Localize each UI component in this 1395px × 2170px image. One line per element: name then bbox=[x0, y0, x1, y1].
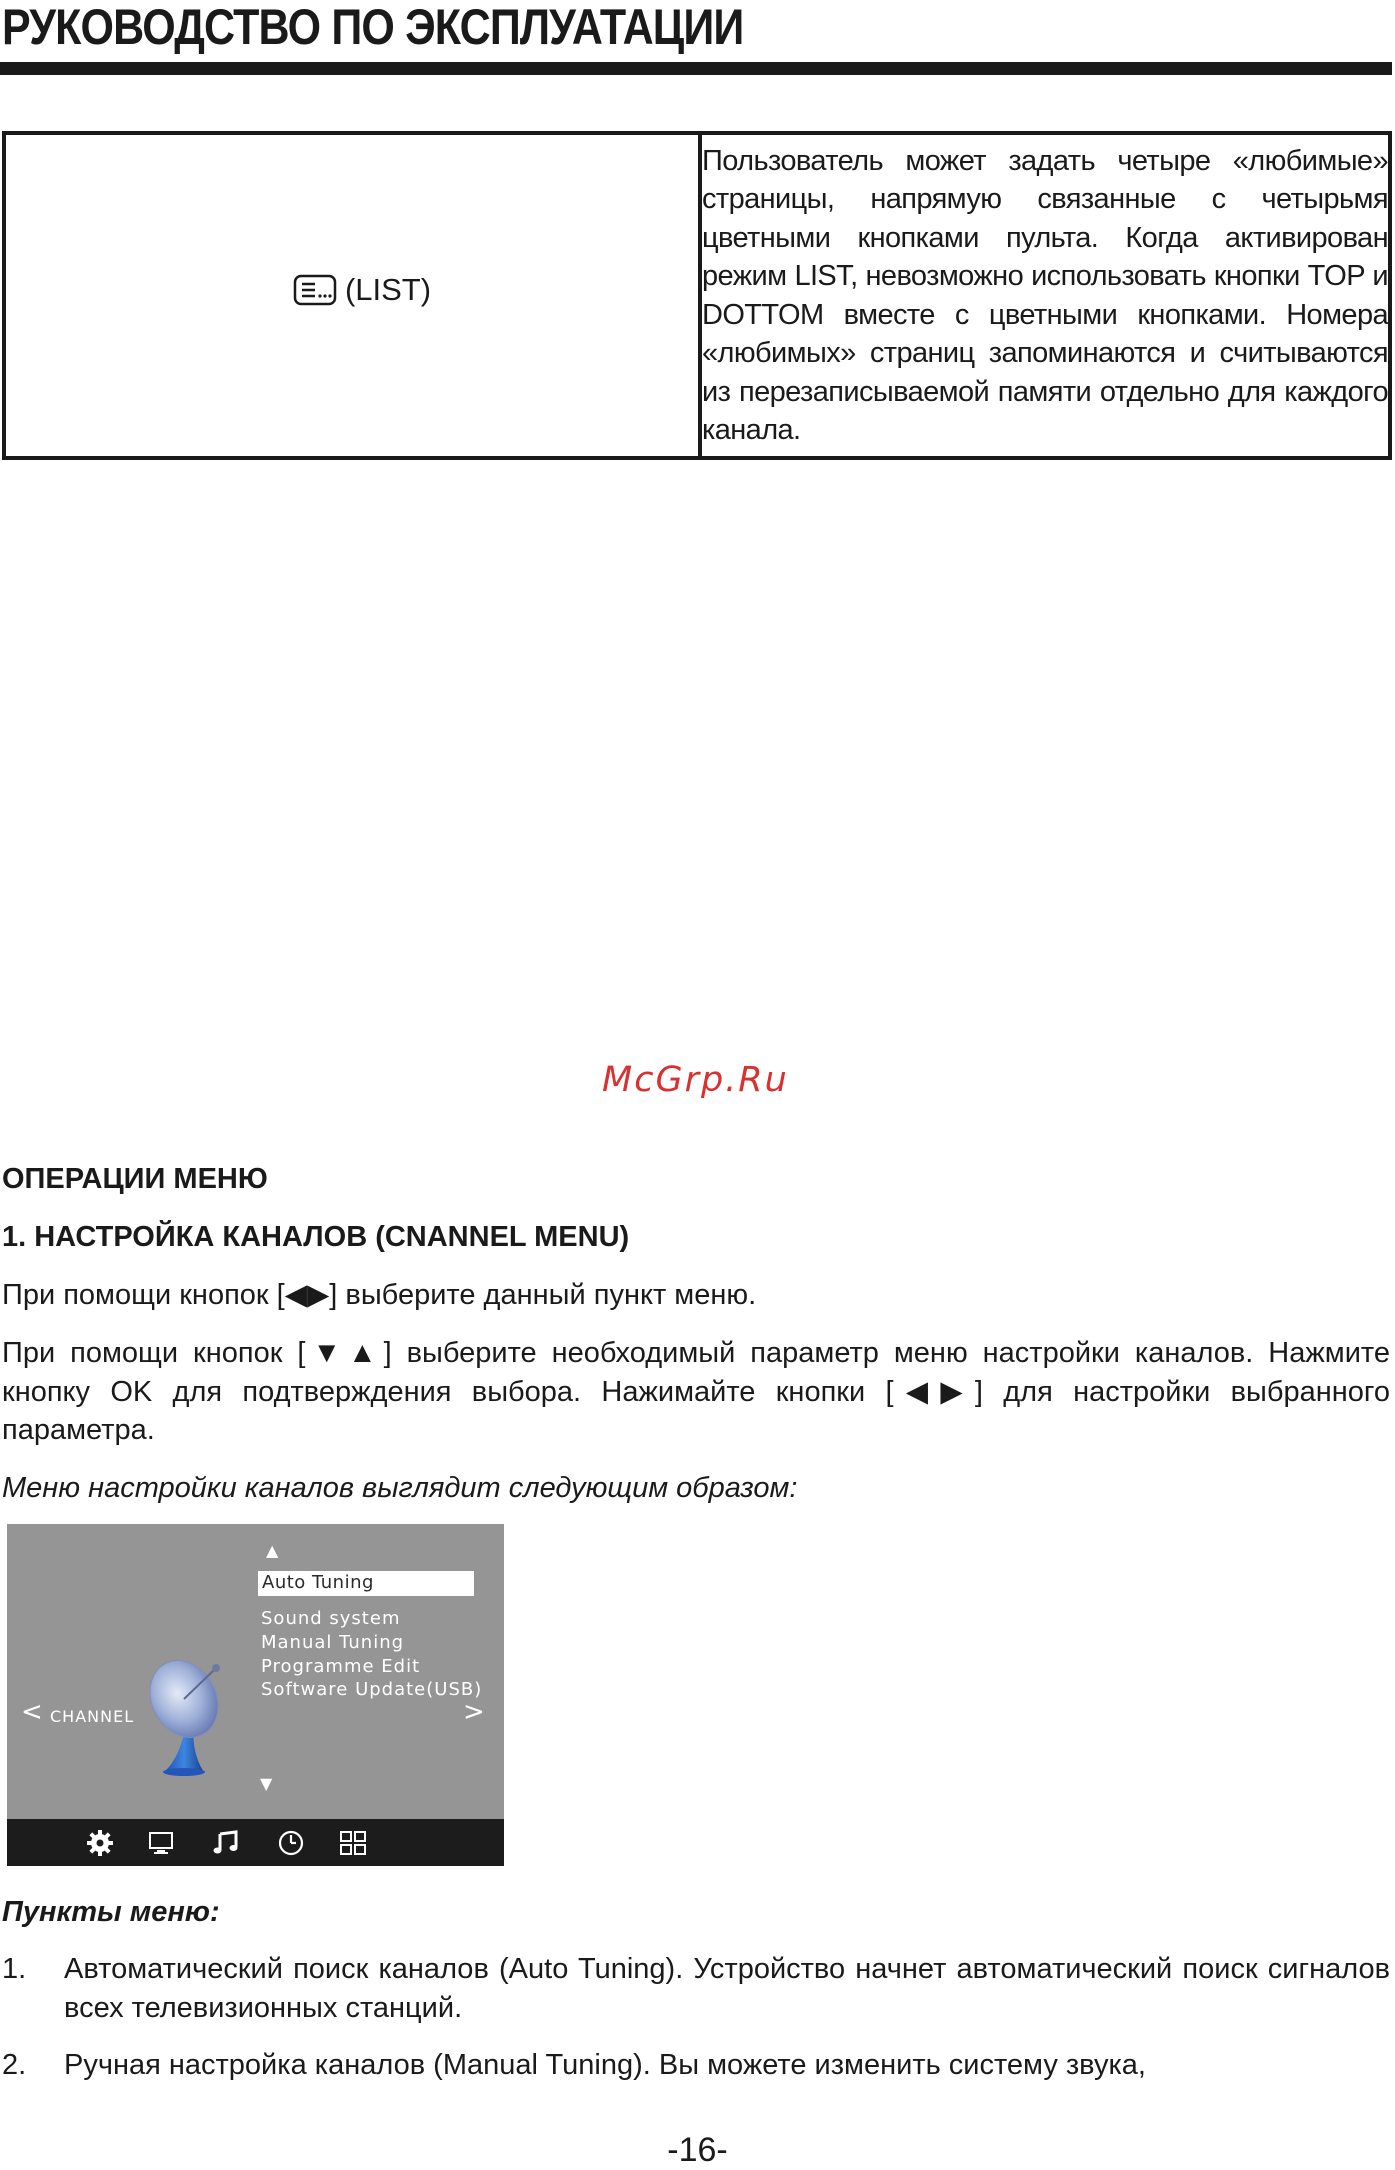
clock-icon bbox=[277, 1829, 305, 1857]
gear-icon bbox=[86, 1829, 114, 1857]
list-item bbox=[2, 1950, 1390, 2027]
menu-item-auto-tuning: Auto Tuning bbox=[262, 1572, 374, 1593]
left-arrow-icon: < bbox=[21, 1697, 44, 1727]
key-cell bbox=[4, 133, 700, 458]
music-note-icon bbox=[212, 1829, 240, 1857]
menu-category-label: CHANNEL bbox=[50, 1707, 135, 1726]
page-number: -16- bbox=[667, 2131, 728, 2169]
page-header-title: РУКОВОДСТВО ПО ЭКСПЛУАТАЦИИ bbox=[2, 0, 744, 55]
list-key-icon bbox=[293, 274, 337, 306]
list-item-text: Ручная настройка каналов (Manual Tuning). Вы можете изменить систему звука, bbox=[64, 2049, 1146, 2081]
down-arrow-icon: ▼ bbox=[260, 1774, 274, 1793]
paragraph-select-item: При помощи кнопок [◀▶] выберите данный пункт меню. bbox=[2, 1279, 757, 1311]
monitor-icon bbox=[148, 1830, 174, 1856]
menu-item: Sound system bbox=[261, 1608, 401, 1629]
paragraph-menu-intro: Меню настройки каналов выглядит следующим образом: bbox=[2, 1472, 798, 1504]
list-item bbox=[2, 2046, 1390, 2085]
list-key-description: Пользователь может задать четыре «любимые» страницы, напрямую связанные с четырьмя цветными кнопками пульта. Когда активирован режим LIST, невозможно использовать кнопки TOP и DOTTOM вместе с цветными кнопками. Номера «любимых» страниц запоминаются и считываются из перезаписываемой памяти отдельно для каждого канала. bbox=[700, 133, 1390, 458]
menu-item: Programme Edit bbox=[261, 1656, 421, 1677]
menu-item: Manual Tuning bbox=[261, 1632, 405, 1653]
menu-item-selected bbox=[258, 1571, 474, 1596]
up-arrow-icon: ▲ bbox=[266, 1541, 280, 1560]
watermark: McGrp.Ru bbox=[602, 1060, 789, 1100]
menu-bottom-bar bbox=[7, 1819, 504, 1866]
list-item-number: 1. bbox=[2, 1953, 27, 1985]
list-key-label: (LIST) bbox=[344, 271, 432, 307]
list-key-table bbox=[2, 131, 1392, 460]
section-subtitle: 1. НАСТРОЙКА КАНАЛОВ (CNANNEL MENU) bbox=[2, 1221, 630, 1253]
list-item-text: Автоматический поиск каналов (Auto Tuning). Устройство начнет автоматический поиск сигналов всех телевизионных станций. bbox=[64, 1953, 1390, 2024]
header-rule bbox=[0, 62, 1392, 75]
menu-item: Software Update(USB) bbox=[261, 1679, 483, 1700]
right-arrow-icon: > bbox=[463, 1697, 486, 1727]
grid-icon bbox=[339, 1830, 367, 1856]
paragraph-instructions: При помощи кнопок [▼▲] выберите необходимый параметр меню настройки каналов. Нажмите кнопку OK для подтверждения выбора. Нажимайте кнопки [◀▶] для настройки выбранного параметра. bbox=[2, 1337, 1390, 1446]
menu-points-title: Пункты меню: bbox=[2, 1896, 220, 1928]
satellite-dish-icon bbox=[142, 1654, 242, 1779]
section-title: ОПЕРАЦИИ МЕНЮ bbox=[2, 1163, 268, 1195]
channel-menu-screenshot bbox=[7, 1524, 504, 1866]
list-item-number: 2. bbox=[2, 2049, 27, 2081]
